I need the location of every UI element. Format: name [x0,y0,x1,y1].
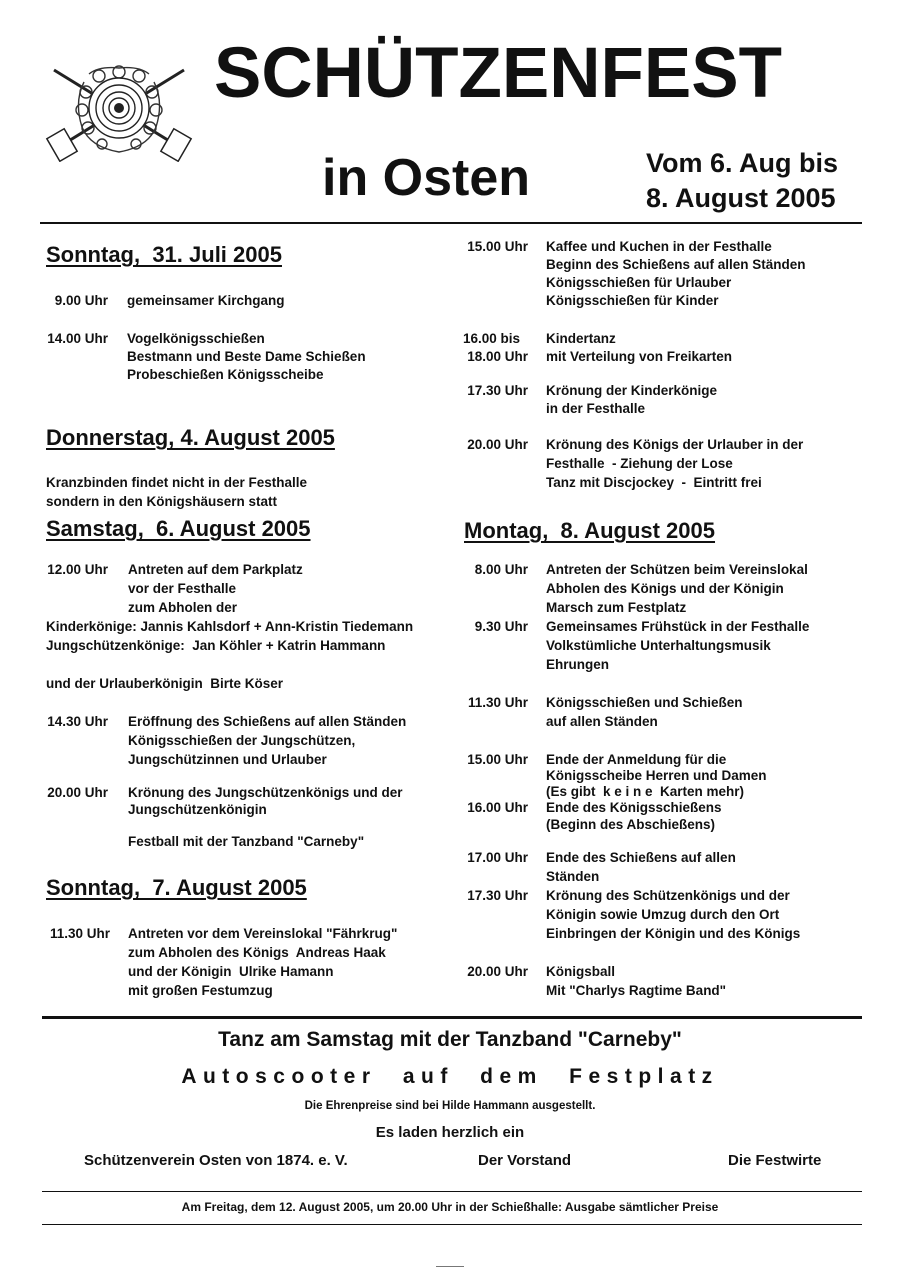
entry-line: Marsch zum Festplatz [546,600,687,615]
entry-line: Kaffee und Kuchen in der Festhalle [546,239,772,254]
shooting-club-emblem-icon [44,52,194,162]
entry-line: Krönung des Königs der Urlauber in der [546,437,804,452]
entry-time: 14.00 Uhr [47,331,108,346]
date-range-line1: Vom 6. Aug bis [646,148,839,178]
schedule-entry [0,799,900,835]
einladung-text: Es laden herzlich ein [375,1124,525,1141]
entry-line: Abholen des Königs und der Königin [546,581,784,596]
schedule-entry [0,382,900,420]
entry-line: zum Abholen der [128,600,238,615]
day-heading-sonntag-31-juli: Sonntag, 31. Juli 2005 [46,242,282,267]
jungschuetzenkoenige-line: Jungschützenkönige: Jan Köhler + Katrin Hammann [46,638,386,653]
entry-line: Gemeinsames Frühstück in der Festhalle [546,619,810,634]
entry-line: Königsschießen für Urlauber [546,275,732,290]
schedule-entry [0,618,900,674]
entry-line: Königsschießen der Jungschützen, [128,733,356,748]
entry-line: gemeinsamer Kirchgang [127,293,285,308]
entry-time: 20.00 Uhr [467,964,528,979]
signature-verein: Schützenverein Osten von 1874. e. V. [84,1152,348,1169]
entry-line: Beginn des Schießens auf allen Ständen [546,257,806,272]
entry-line: Eröffnung des Schießens auf allen Ständen [128,714,407,729]
entry-line: Ständen [546,869,600,884]
entry-line: zum Abholen des Königs Andreas Haak [128,945,386,960]
festball-line: Festball mit der Tanzband "Carneby" [128,834,365,849]
ehrenpreise-note: Die Ehrenpreise sind bei Hilde Hammann ausgestellt. [304,1100,596,1112]
entry-line: Volkstümliche Unterhaltungsmusik [546,638,771,653]
entry-time: 9.00 Uhr [54,293,108,308]
footer-rule-top [42,1191,862,1192]
entry-time: 16.00 bis [463,331,521,346]
entry-line: Jungschützinnen und Urlauber [128,752,327,767]
entry-time: 17.30 Uhr [467,383,528,398]
entry-line: Ende des Königsschießens [546,800,722,815]
note-line: Kranzbinden findet nicht in der Festhalle [46,475,308,490]
note-line: sondern in den Königshäusern statt [46,493,278,509]
entry-time: 15.00 Uhr [467,752,528,767]
entry-line: Kindertanz [546,331,616,346]
entry-time: 16.00 Uhr [467,800,528,815]
date-range [646,146,838,216]
entry-time: 17.30 Uhr [467,888,528,903]
entry-line: Probeschießen Königsscheibe [127,367,324,382]
entry-line: Einbringen der Königin und des Königs [546,926,801,941]
entry-line: Vogelkönigsschießen [127,331,265,346]
schedule-entry [0,694,900,732]
schedule-entry [0,330,450,386]
entry-time: 18.00 Uhr [467,349,528,364]
entry-line: Antreten vor dem Vereinslokal "Fährkrug" [128,926,398,941]
entry-line: in der Festhalle [546,401,646,416]
entry-line: Krönung der Kinderkönige [546,383,718,398]
preisausgabe-note: Am Freitag, dem 12. August 2005, um 20.00 Uhr in der Schießhalle: Ausgabe sämtlicher Preise [181,1200,719,1214]
entry-time: 14.30 Uhr [47,714,108,729]
page-mark [436,1266,464,1267]
entry-line: Königsschießen für Kinder [546,293,719,308]
entry-line: Antreten der Schützen beim Vereinslokal [546,562,808,577]
page-title: SCHÜTZENFEST [214,34,782,113]
entry-line: und der Königin Ulrike Hamann [128,964,334,979]
entry-line: mit großen Festumzug [128,983,273,998]
entry-time: 15.00 Uhr [467,239,528,254]
entry-line: Ende der Anmeldung für die [546,752,727,767]
header-divider [40,222,862,224]
entry-line: Jungschützenkönigin [128,802,267,817]
footer-rule-bottom [42,1224,862,1225]
entry-line: Königsschießen und Schießen [546,695,743,710]
schedule-entry [0,436,900,492]
schedule-entry [0,561,900,617]
day-heading-montag-8-august: Montag, 8. August 2005 [464,518,716,543]
entry-time: 20.00 Uhr [467,437,528,452]
entry-line: (Beginn des Abschießens) [546,817,716,832]
entry-line: Antreten auf dem Parkplatz [128,562,303,577]
day-heading-sonntag-7-august: Sonntag, 7. August 2005 [46,875,307,900]
entry-time: 11.30 Uhr [467,695,528,710]
entry-time: 20.00 Uhr [47,785,108,800]
entry-line: Festhalle - Ziehung der Lose [546,456,733,471]
signature-festwirte: Die Festwirte [728,1152,822,1169]
entry-line: Königsball [546,964,616,979]
signature-vorstand: Der Vorstand [478,1152,572,1169]
footer-divider [42,1016,862,1019]
kinderkoenige-line: Kinderkönige: Jannis Kahlsdorf + Ann-Kristin Tiedemann [46,619,414,634]
entry-line: Königsscheibe Herren und Damen [546,768,767,783]
entry-line: mit Verteilung von Freikarten [546,349,733,364]
entry-line: (Es gibt k e i n e Karten mehr) [546,784,745,799]
entry-line: Bestmann und Beste Dame Schießen [127,349,366,364]
entry-line: auf allen Ständen [546,714,658,729]
entry-time: 17.00 Uhr [467,850,528,865]
day-heading-donnerstag-4-august: Donnerstag, 4. August 2005 [46,425,335,450]
entry-time: 11.30 Uhr [49,926,110,941]
entry-line: Tanz mit Discjockey - Eintritt frei [546,475,762,490]
schedule-entry [0,887,900,943]
entry-line: Ende des Schießens auf allen [546,850,736,865]
entry-time: 8.00 Uhr [474,562,528,577]
urlauberkoenigin-line: und der Urlauberkönigin Birte Köser [46,676,284,691]
schedule-entry [0,751,900,803]
autoscooter-announcement: Autoscooter auf dem Festplatz [181,1065,719,1088]
entry-time: 12.00 Uhr [47,562,108,577]
entry-line: vor der Festhalle [128,581,237,596]
entry-line: Königin sowie Umzug durch den Ort [546,907,780,922]
page-subtitle: in Osten [322,149,531,207]
schedule-entry [0,238,900,314]
date-range-line2: 8. August 2005 [646,183,836,214]
schedule-entry [0,849,900,887]
entry-line: Ehrungen [546,657,609,672]
day-heading-samstag-6-august: Samstag, 6. August 2005 [46,516,311,541]
entry-time: 9.30 Uhr [474,619,528,634]
schedule-entry [0,963,900,1001]
tanz-announcement: Tanz am Samstag mit der Tanzband "Carneby" [218,1028,682,1051]
entry-line: Mit "Charlys Ragtime Band" [546,983,727,998]
entry-line: Krönung des Jungschützenkönigs und der [128,785,403,800]
entry-line: Krönung des Schützenkönigs und der [546,888,790,903]
